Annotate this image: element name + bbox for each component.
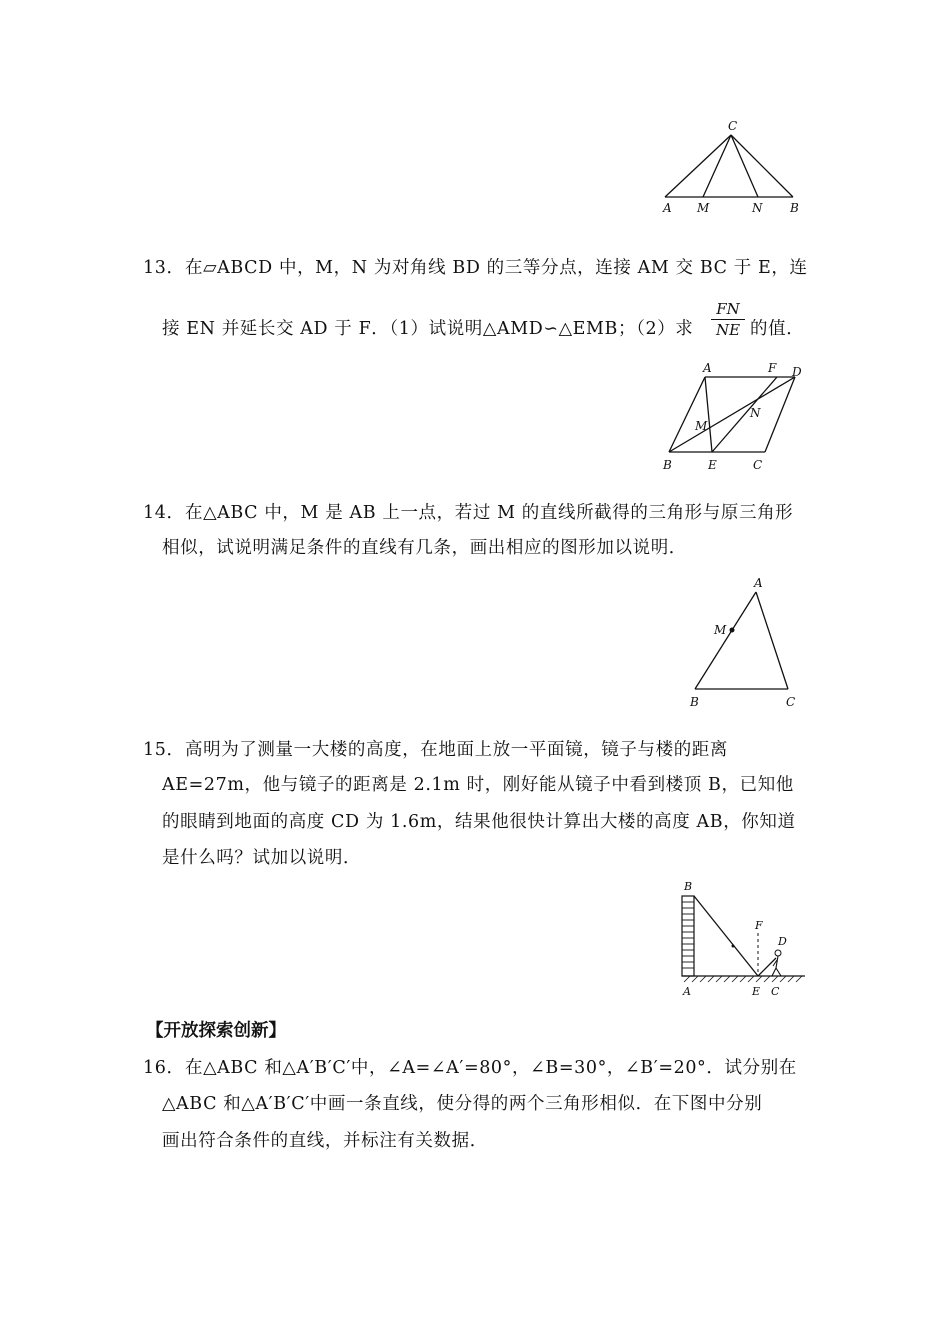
fraction-numerator: FN xyxy=(711,299,745,320)
label-a: A xyxy=(683,985,691,998)
person-head xyxy=(775,950,781,956)
label-n: N xyxy=(752,201,763,215)
label-c: C xyxy=(728,119,738,133)
q13-fraction xyxy=(711,299,745,340)
label-b: B xyxy=(684,880,693,893)
q14-line2: 相似，试说明满足条件的直线有几条，画出相应的图形加以说明． xyxy=(162,538,687,558)
q14-number: 14． xyxy=(143,503,185,523)
point-m xyxy=(730,628,735,633)
label-d: D xyxy=(792,365,802,379)
label-a: A xyxy=(663,201,672,215)
label-b: B xyxy=(663,458,672,472)
label-m: M xyxy=(697,201,710,215)
q14-line1: 在△ABC 中，M 是 AB 上一点，若过 M 的直线所截得的三角形与原三角形 xyxy=(185,503,794,523)
q15-line3: 的眼睛到地面的高度 CD 为 1.6m，结果他很快计算出大楼的高度 AB，你知道 xyxy=(162,812,796,832)
q16-line3: 画出符合条件的直线，并标注有关数据． xyxy=(162,1131,488,1151)
label-c: C xyxy=(753,458,763,472)
label-m: M xyxy=(714,623,727,637)
q13-line2-post: 的值． xyxy=(750,319,805,339)
label-c: C xyxy=(771,985,780,998)
label-b: B xyxy=(690,695,699,709)
label-c: C xyxy=(786,695,796,709)
figure-triangle-amnb xyxy=(655,115,805,220)
q16-line2: △ABC 和△A′B′C′中画一条直线，使分得的两个三角形相似．在下图中分别 xyxy=(162,1094,763,1114)
q13-number: 13． xyxy=(143,258,185,278)
fraction-denominator: NE xyxy=(715,321,741,339)
label-b: B xyxy=(790,201,799,215)
building-mirror-diagram xyxy=(670,878,815,1003)
figure-parallelogram xyxy=(655,360,815,480)
label-m: M xyxy=(695,419,708,433)
q16-number: 16． xyxy=(143,1058,185,1078)
figure-building-mirror xyxy=(670,878,815,1003)
label-f: F xyxy=(755,919,763,932)
label-a: A xyxy=(703,361,712,375)
label-a: A xyxy=(754,576,763,590)
q15-line1: 高明为了测量一大楼的高度，在地面上放一平面镜，镜子与楼的距离 xyxy=(185,740,728,760)
q15-number: 15． xyxy=(143,740,185,760)
section-title: 【开放探索创新】 xyxy=(146,1021,286,1041)
q15-line4: 是什么吗？试加以说明． xyxy=(162,848,362,868)
q13-line1: 在▱ABCD 中，M，N 为对角线 BD 的三等分点，连接 AM 交 BC 于 E，连 xyxy=(185,258,808,278)
q13-line2-pre: 接 EN 并延长交 AD 于 F．（1）试说明△AMD∽△EMB；（2）求 xyxy=(162,319,694,339)
triangle-diagram xyxy=(655,115,805,220)
q15-line2: AE=27m，他与镜子的距离是 2.1m 时，刚好能从镜子中看到楼顶 B，已知他 xyxy=(162,775,794,795)
parallelogram-diagram xyxy=(655,360,815,480)
label-f: F xyxy=(768,361,777,375)
triangle-abc-diagram xyxy=(680,570,810,710)
label-n: N xyxy=(750,406,761,420)
q16-line1: 在△ABC 和△A′B′C′中，∠A=∠A′=80°，∠B=30°，∠B′=20°．试分别在 xyxy=(185,1058,797,1078)
label-e: E xyxy=(708,458,717,472)
label-d: D xyxy=(778,935,787,948)
label-e: E xyxy=(752,985,761,998)
figure-triangle-abc xyxy=(680,570,810,710)
